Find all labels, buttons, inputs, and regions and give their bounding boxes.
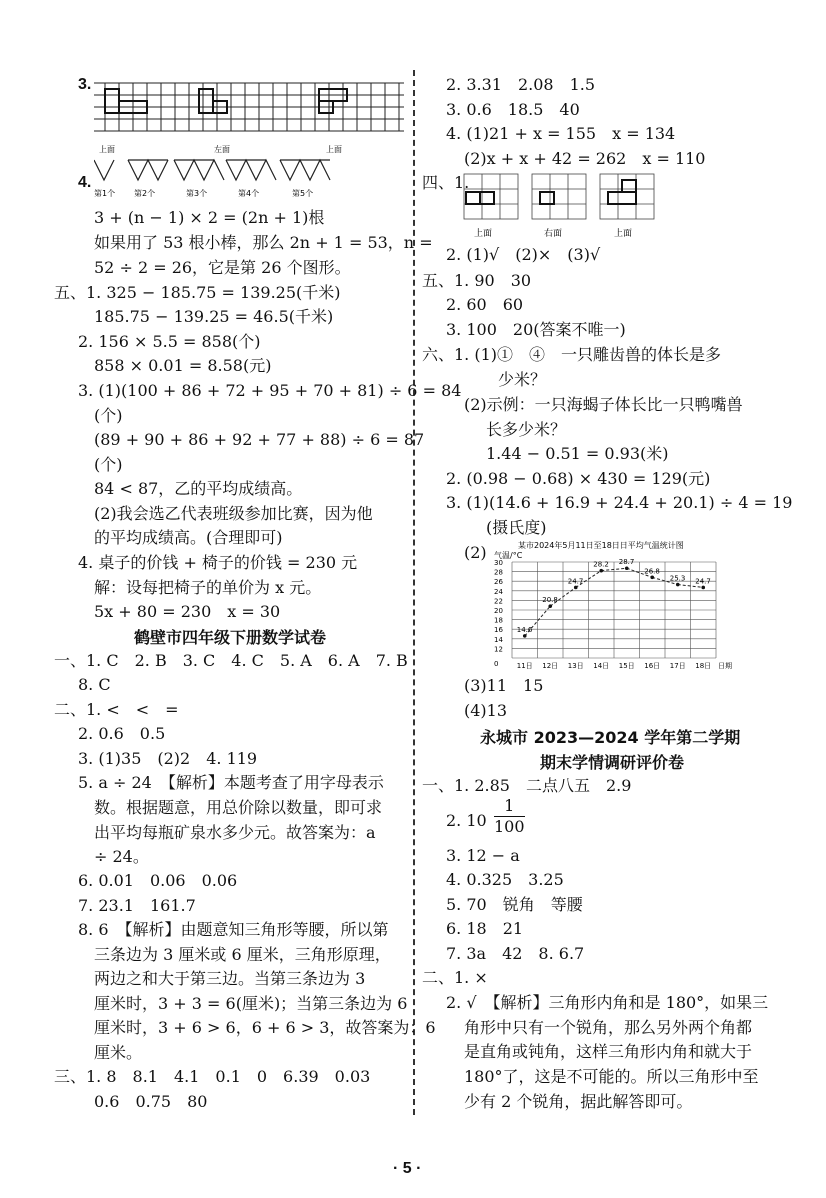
exam-title-hebi: 鹤壁市四年级下册数学试卷 <box>134 628 327 647</box>
y-tick-label: 14 <box>494 635 503 644</box>
y-tick-label: 22 <box>494 597 503 606</box>
grid-label-2: 左面 <box>214 145 230 154</box>
text-line: (2) <box>464 543 487 562</box>
section-6-line: 六、1. (1)① ④ 一只雕齿兽的体长是多 <box>422 345 722 364</box>
text-line: 858 × 0.01 = 8.58(元) <box>94 356 272 375</box>
data-point <box>548 604 552 608</box>
text-line: 解：设每把椅子的单价为 x 元。 <box>94 578 322 597</box>
x-tick-label: 11日 <box>516 662 533 670</box>
text-line: 2. 3.31 2.08 1.5 <box>446 75 596 94</box>
data-label: 28.7 <box>618 558 635 567</box>
text-line: 三条边为 3 厘米或 6 厘米，三角形原理， <box>94 945 391 964</box>
text-line: 5. 70 锐角 等腰 <box>446 895 583 914</box>
data-point <box>676 583 680 587</box>
exam-title-yongcheng-2: 期末学情调研评价卷 <box>540 753 685 772</box>
text-line: 2. (0.98 − 0.68) × 430 = 129(元) <box>446 469 711 488</box>
three-views-figure <box>462 172 662 242</box>
x-tick-label: 12日 <box>542 662 559 670</box>
grid-label-1: 上面 <box>99 145 115 154</box>
text-line: 角形中只有一个锐角，那么另外两个角都 <box>464 1018 753 1037</box>
chart-title: 某市2024年5月11日至18日日平均气温统计图 <box>518 541 684 550</box>
data-point <box>523 634 527 638</box>
text-line: (2)我会选乙代表班级参加比赛，因为他 <box>94 504 373 523</box>
y-tick-label: 30 <box>494 559 503 567</box>
text-line: 2. 60 60 <box>446 295 524 314</box>
y-tick-label: 28 <box>494 568 503 577</box>
y-tick-label: 24 <box>494 587 503 596</box>
text-line: (个) <box>94 455 123 474</box>
text-line: (个) <box>94 406 123 425</box>
data-point <box>599 569 603 573</box>
data-label: 24.7 <box>567 577 584 586</box>
text-line: 3 + (n − 1) × 2 = (2n + 1)根 <box>94 208 325 227</box>
data-label: 28.2 <box>593 560 609 569</box>
text-line: 2. 156 × 5.5 = 858(个) <box>78 332 261 351</box>
section-3-line: 三、1. 8 8.1 4.1 0.1 0 6.39 0.03 <box>54 1067 371 1086</box>
y-tick-label: 20 <box>494 607 503 615</box>
text-line: 数。根据题意，用总价除以数量，即可求 <box>94 798 383 817</box>
x-tick-label: 16日 <box>644 662 661 670</box>
tri-label-2: 第2个 <box>134 189 156 198</box>
fraction-denominator: 100 <box>494 817 525 836</box>
view-label-1: 上面 <box>474 229 493 239</box>
text-line: 3. 12 − a <box>446 846 520 865</box>
text-line: 3. (1)35 (2)2 4. 119 <box>78 749 258 768</box>
section-2-line: 二、1. × <box>422 968 488 987</box>
x-axis-label: 日期 <box>718 662 732 670</box>
y-axis-label: 气温/°C <box>494 551 523 560</box>
text-line: 厘米时，3 + 6 > 6，6 + 6 > 3，故答案为：6 <box>94 1018 436 1037</box>
grid-label-3: 上面 <box>326 145 342 154</box>
text-line: 长多少米？ <box>486 420 567 439</box>
y-tick-label: 0 <box>494 660 499 668</box>
data-label: 24.7 <box>695 577 711 586</box>
text-line: 0.6 0.75 80 <box>94 1092 208 1111</box>
text-line: 52 ÷ 2 = 26，它是第 26 个图形。 <box>94 258 351 277</box>
text-line: 8. C <box>78 675 111 694</box>
section-1-line: 一、1. C 2. B 3. C 4. C 5. A 6. A 7. B <box>54 651 408 670</box>
text-line: 6. 18 21 <box>446 919 524 938</box>
text-line: 2. 0.6 0.5 <box>78 724 166 743</box>
text-line: 2. (1)√ (2)× (3)√ <box>446 245 601 264</box>
data-point <box>574 586 578 590</box>
data-label: 20.8 <box>542 596 558 605</box>
x-tick-label: 13日 <box>567 662 584 670</box>
section-5-line: 五、1. 90 30 <box>422 271 532 290</box>
text-line: 少米？ <box>498 370 547 389</box>
data-label: 14.6 <box>516 625 533 634</box>
data-point <box>701 586 705 590</box>
data-label: 26.8 <box>644 567 660 576</box>
text-line: 出平均每瓶矿泉水多少元。故答案为：a <box>94 823 376 842</box>
x-tick-label: 17日 <box>669 662 686 670</box>
text-line: 6. 0.01 0.06 0.06 <box>78 871 238 890</box>
section-5-line: 五、1. 325 − 185.75 = 139.25(千米) <box>54 283 341 302</box>
tri-label-3: 第3个 <box>186 189 208 198</box>
section-2-line: 二、1. < < = <box>54 700 179 719</box>
text-line: (摄氏度) <box>486 518 547 537</box>
y-tick-label: 18 <box>494 616 503 625</box>
text-line: 是直角或钝角，这样三角形内角和就大于 <box>464 1042 753 1061</box>
text-line: 3. (1)(100 + 86 + 72 + 95 + 70 + 81) ÷ 6 = 84 <box>78 381 462 400</box>
text-line: 7. 23.1 161.7 <box>78 896 196 915</box>
y-tick-label: 16 <box>494 626 503 635</box>
triangle-pattern-figure <box>94 158 334 200</box>
item-3: 3. <box>78 76 92 93</box>
text-line: 185.75 − 139.25 = 46.5(千米) <box>94 307 334 326</box>
text-line: 5x + 80 = 230 x = 30 <box>94 602 281 621</box>
text-line: 4. 0.325 3.25 <box>446 870 564 889</box>
text-line: 8. 6 【解析】由题意知三角形等腰，所以第 <box>78 920 389 939</box>
section-4-line: 四、1. <box>422 173 470 192</box>
text-line: 180°了，这是不可能的。所以三角形中至 <box>464 1067 759 1086</box>
text-line: 2. 10 <box>446 811 487 830</box>
temperature-line-chart <box>488 540 738 670</box>
text-line: 7. 3a 42 8. 6.7 <box>446 944 585 963</box>
page-number: · 5 · <box>393 1160 422 1177</box>
data-point <box>650 576 654 580</box>
fraction-numerator: 1 <box>494 796 525 817</box>
text-line: 1.44 − 0.51 = 0.93(米) <box>486 444 669 463</box>
view-label-3: 上面 <box>614 229 633 239</box>
text-line: (2)示例：一只海蝎子体长比一只鸭嘴兽 <box>464 395 743 414</box>
y-tick-label: 12 <box>494 645 503 654</box>
text-line: (89 + 90 + 86 + 92 + 77 + 88) ÷ 6 = 87 <box>94 430 425 449</box>
tri-label-5: 第5个 <box>292 189 314 198</box>
exam-title-yongcheng-1: 永城市 2023—2024 学年第二学期 <box>480 728 741 747</box>
text-line: 4. (1)21 + x = 155 x = 134 <box>446 124 676 143</box>
text-line: 3. 0.6 18.5 40 <box>446 100 580 119</box>
text-line: 84 < 87，乙的平均成绩高。 <box>94 479 303 498</box>
text-line: 2. √ 【解析】三角形内角和是 180°，如果三 <box>446 993 769 1012</box>
text-line: 厘米。 <box>94 1043 143 1062</box>
text-line: 3. (1)(14.6 + 16.9 + 24.4 + 20.1) ÷ 4 = 19 <box>446 493 793 512</box>
text-line: 5. a ÷ 24 【解析】本题考查了用字母表示 <box>78 773 384 792</box>
x-tick-label: 14日 <box>593 662 610 670</box>
square-grid-figure <box>94 80 409 155</box>
text-line: 少有 2 个锐角，据此解答即可。 <box>464 1092 693 1111</box>
data-label: 25.3 <box>669 574 686 583</box>
text-line: 3. 100 20(答案不唯一) <box>446 320 626 339</box>
text-line: ÷ 24。 <box>94 847 149 866</box>
text-line: (2)x + x + 42 = 262 x = 110 <box>464 149 706 168</box>
text-line: 如果用了 53 根小棒，那么 2n + 1 = 53，n = <box>94 233 433 252</box>
text-line: 4. 桌子的价钱 + 椅子的价钱 = 230 元 <box>78 553 358 572</box>
text-line: 厘米时，3 + 3 = 6(厘米)；当第三条边为 6 <box>94 994 408 1013</box>
text-line: 的平均成绩高。(合理即可) <box>94 528 283 547</box>
section-1-line: 一、1. 2.85 二点八五 2.9 <box>422 776 632 795</box>
tri-label-1: 第1个 <box>94 189 116 198</box>
text-line: (4)13 <box>464 701 508 720</box>
text-line: 两边之和大于第三边。当第三条边为 3 <box>94 969 366 988</box>
x-tick-label: 18日 <box>695 662 712 670</box>
text-line: (3)11 15 <box>464 676 544 695</box>
y-tick-label: 26 <box>494 578 503 587</box>
x-tick-label: 15日 <box>618 662 635 670</box>
column-divider <box>413 70 415 1115</box>
view-label-2: 右面 <box>544 229 563 239</box>
data-point <box>625 566 629 570</box>
tri-label-4: 第4个 <box>238 189 260 198</box>
fraction-1-over-100 <box>494 796 525 837</box>
item-4: 4. <box>78 174 92 191</box>
